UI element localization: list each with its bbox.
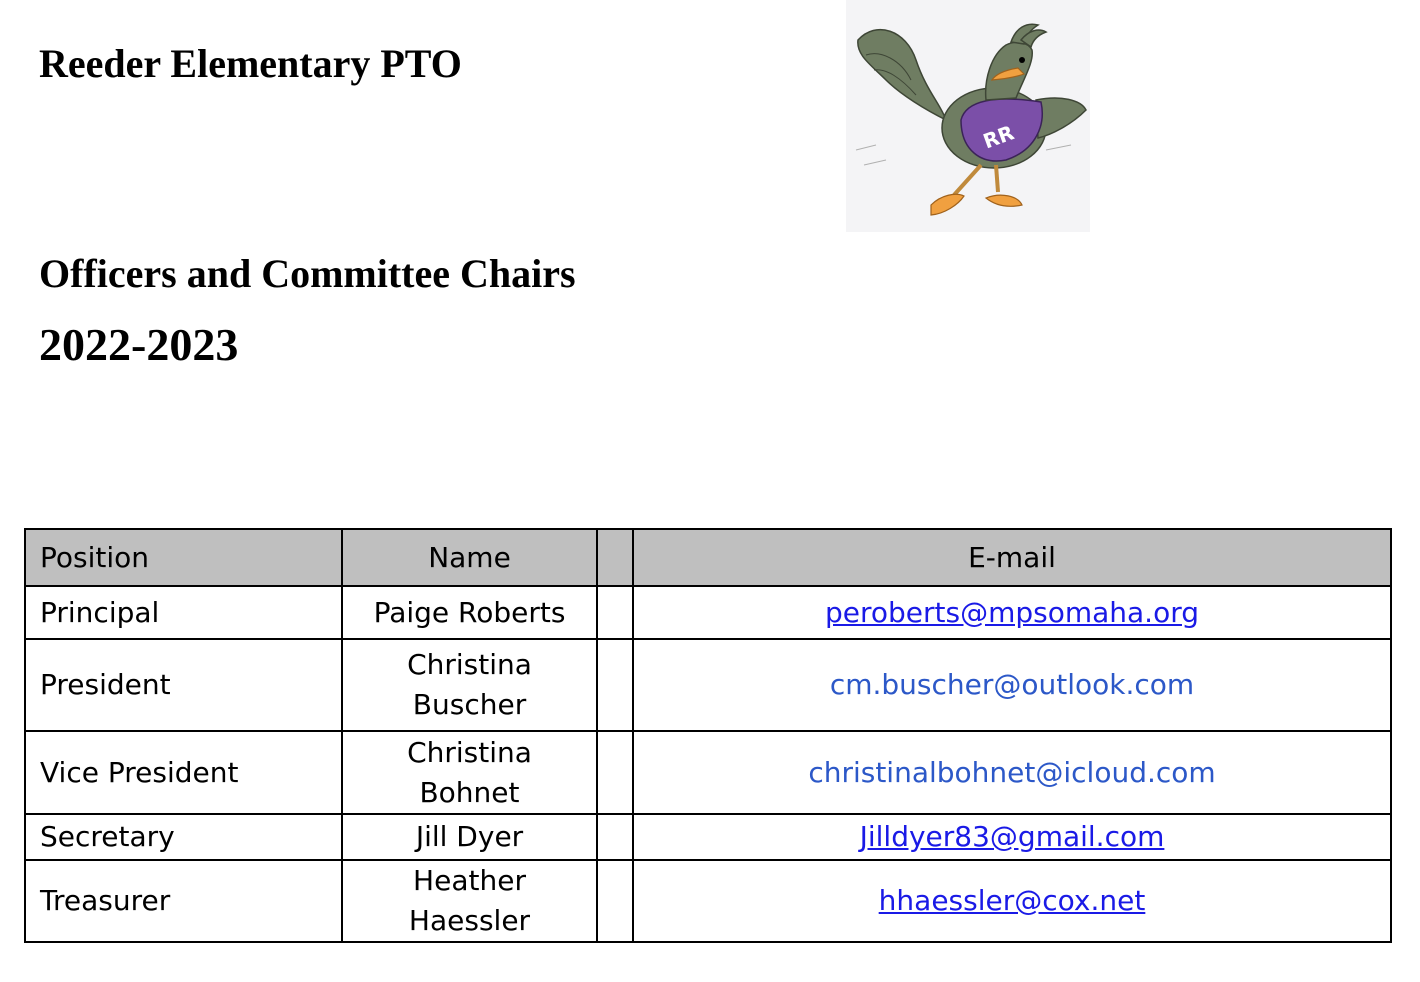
table-row — [25, 731, 1391, 814]
header-blank — [597, 529, 633, 586]
email-cell — [633, 860, 1391, 942]
email-text: cm.buscher@outlook.com — [829, 668, 1195, 701]
table-row — [25, 586, 1391, 639]
blank-cell — [597, 586, 633, 639]
name-cell: Christina Buscher — [342, 639, 597, 731]
name-cell: Christina Bohnet — [342, 731, 597, 814]
email-cell — [633, 639, 1391, 731]
header-name: Name — [342, 529, 597, 586]
page-title: Reeder Elementary PTO — [39, 41, 462, 86]
officers-table — [24, 528, 1392, 943]
table-row — [25, 639, 1391, 731]
position-cell: President — [25, 639, 342, 731]
mascot-shirt-text: RR — [979, 120, 1018, 154]
header-email: E-mail — [633, 529, 1391, 586]
name-cell: Jill Dyer — [342, 814, 597, 860]
roadrunner-mascot-icon — [846, 0, 1090, 232]
table-header-row — [25, 529, 1391, 586]
position-cell: Secretary — [25, 814, 342, 860]
blank-cell — [597, 731, 633, 814]
blank-cell — [597, 860, 633, 942]
blank-cell — [597, 639, 633, 731]
table-row — [25, 860, 1391, 942]
name-cell: Paige Roberts — [342, 586, 597, 639]
blank-cell — [597, 814, 633, 860]
page-subtitle: Officers and Committee Chairs — [39, 251, 576, 296]
position-cell: Vice President — [25, 731, 342, 814]
position-cell: Treasurer — [25, 860, 342, 942]
school-year: 2022-2023 — [39, 319, 239, 370]
position-cell: Principal — [25, 586, 342, 639]
email-link[interactable]: hhaessler@cox.net — [878, 884, 1146, 917]
table-row — [25, 814, 1391, 860]
email-link[interactable]: peroberts@mpsomaha.org — [824, 595, 1200, 629]
email-link[interactable]: Jilldyer83@gmail.com — [859, 820, 1165, 853]
header-position: Position — [25, 529, 342, 586]
email-cell — [633, 586, 1391, 639]
name-cell: Heather Haessler — [342, 860, 597, 942]
email-cell — [633, 814, 1391, 860]
email-cell — [633, 731, 1391, 814]
email-text: christinalbohnet@icloud.com — [808, 755, 1216, 789]
